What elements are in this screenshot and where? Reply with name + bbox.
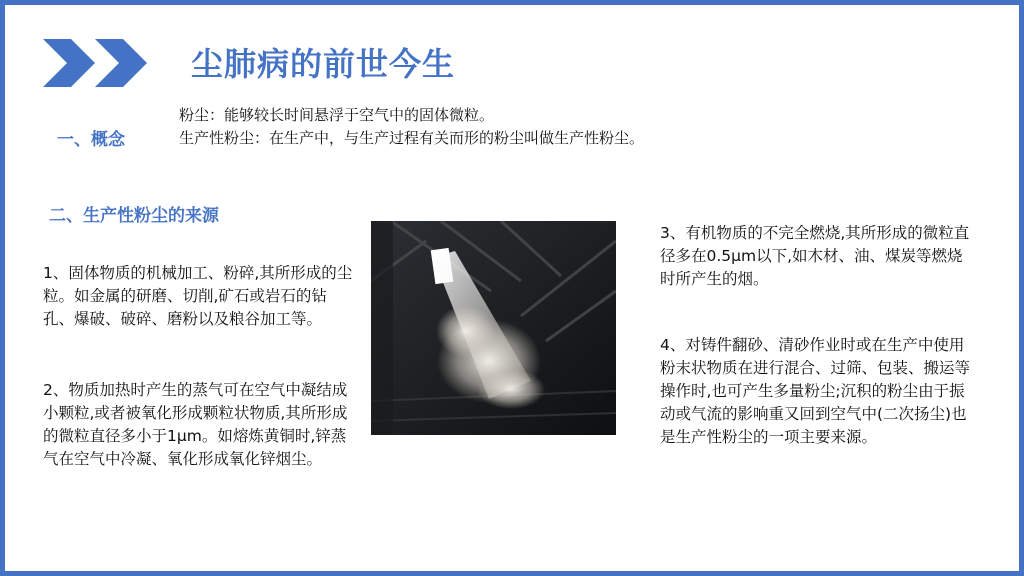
source-item-2: 2、物质加热时产生的蒸气可在空气中凝结成小颗粒,或者被氧化形成颗粒状物质,其所形成的微粒直径多小于1μm。如熔炼黄铜时,锌蒸气在空气中冷凝、氧化形成氧化锌烟尘。 — [43, 381, 348, 468]
source-item-1: 1、固体物质的机械加工、粉碎,其所形成的尘粒。如金属的研磨、切削,矿石或岩石的钻孔、爆破、破碎、磨粉以及粮谷加工等。 — [43, 264, 353, 328]
concept-heading: 一、概念 — [57, 130, 125, 150]
concept-line-productive-dust: 生产性粉尘：在生产中，与生产过程有关而形的粉尘叫做生产性粉尘。 — [179, 129, 645, 147]
concept-line-dust: 粉尘：能够较长时间悬浮于空气中的固体微粒。 — [179, 106, 495, 124]
concept-text — [179, 104, 644, 150]
source-item-3: 3、有机物质的不完全燃烧,其所形成的微粒直径多在0.5μm以下,如木材、油、煤炭等燃烧时所产生的烟。 — [660, 224, 970, 288]
sources-heading: 二、生产性粉尘的来源 — [49, 206, 219, 226]
dusty-attic-photo — [371, 221, 616, 435]
slide-title: 尘肺病的前世今生 — [191, 45, 456, 83]
slide — [5, 5, 1019, 571]
double-chevron-right-icon — [43, 39, 153, 87]
source-item-4: 4、对铸件翻砂、清砂作业时或在生产中使用粉末状物质在进行混合、过筛、包装、搬运等操作时,也可产生多量粉尘;沉积的粉尘由于振动或气流的影响重又回到空气中(二次扬尘)也是生产性粉尘的一项主要来源。 — [660, 336, 971, 446]
